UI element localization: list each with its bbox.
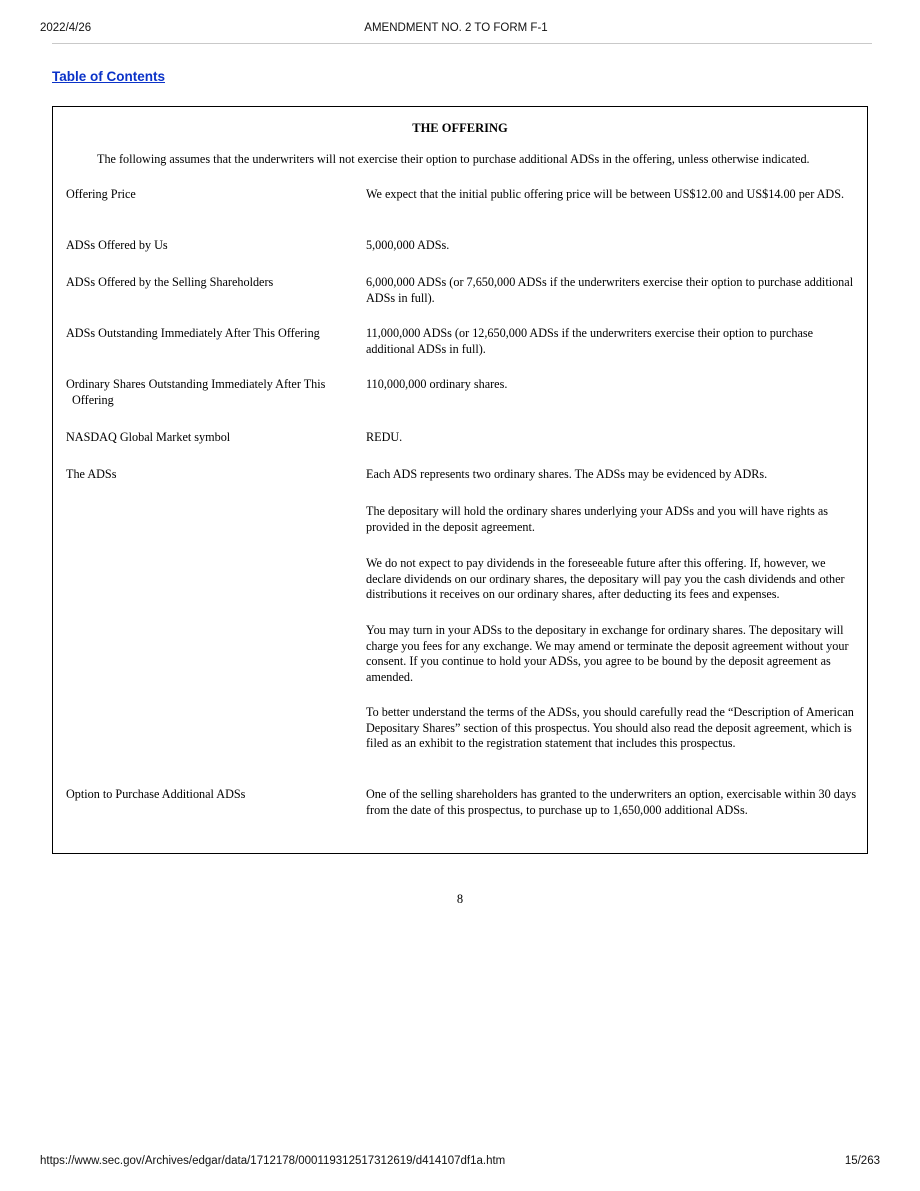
row-label: Ordinary Shares Outstanding Immediately After This Offering: [66, 377, 326, 407]
adss-paragraph: You may turn in your ADSs to the depositary in exchange for ordinary shares. The depositary will charge you fees for any exchange. We may amend or terminate the deposit agreement without your consent. If you continue to hold your ADSs, you agree to be bound by the deposit agreement as amended.: [366, 623, 849, 684]
offering-summary-box: [52, 106, 868, 854]
row-label: Option to Purchase Additional ADSs: [66, 787, 246, 801]
adss-paragraph: To better understand the terms of the ADSs, you should carefully read the “Description of American Depositary Shares” section of this prospectus. You should also read the deposit agreement, which is filed as an exhibit to the registration statement that includes this prospectus.: [366, 705, 854, 750]
row-label: ADSs Offered by the Selling Shareholders: [66, 275, 274, 289]
row-label: The ADSs: [66, 467, 117, 481]
page-number: 8: [456, 892, 464, 906]
row-label: Offering Price: [66, 187, 136, 201]
row-label: ADSs Outstanding Immediately After This Offering: [66, 326, 320, 340]
offering-title: THE OFFERING: [412, 121, 508, 135]
row-value: 110,000,000 ordinary shares.: [366, 377, 508, 391]
table-of-contents-link[interactable]: Table of Contents: [52, 69, 165, 84]
row-value: 6,000,000 ADSs (or 7,650,000 ADSs if the underwriters exercise their option to purchase additional ADSs in full).: [366, 275, 854, 305]
row-value: We expect that the initial public offering price will be between US$12.00 and US$14.00 per ADS.: [366, 187, 845, 201]
print-source-url: https://www.sec.gov/Archives/edgar/data/1712178/000119312517312619/d414107df1a.htm: [40, 1155, 506, 1167]
row-label: NASDAQ Global Market symbol: [66, 430, 231, 444]
print-document-title: AMENDMENT NO. 2 TO FORM F-1: [364, 22, 548, 34]
adss-paragraph: Each ADS represents two ordinary shares. The ADSs may be evidenced by ADRs.: [366, 467, 768, 481]
row-label: ADSs Offered by Us: [66, 238, 168, 252]
print-page-counter: 15/263: [844, 1155, 880, 1167]
row-value: 5,000,000 ADSs.: [366, 238, 450, 252]
adss-paragraph: We do not expect to pay dividends in the foreseeable future after this offering. If, however, we declare dividends on our ordinary shares, the depositary will pay you the cash dividends and other distributions it receives on our ordinary shares, after deducting its fees and expenses.: [366, 556, 845, 601]
row-value: 11,000,000 ADSs (or 12,650,000 ADSs if the underwriters exercise their option to purchase additional ADSs in full).: [366, 326, 814, 356]
print-date: 2022/4/26: [40, 22, 92, 34]
row-value: REDU.: [366, 430, 403, 444]
header-divider: [52, 43, 872, 44]
print-footer: [40, 1155, 880, 1171]
offering-intro: The following assumes that the underwriters will not exercise their option to purchase additional ADSs in the offering, unless otherwise indicated.: [97, 152, 810, 166]
print-header: [40, 22, 872, 38]
adss-paragraph: The depositary will hold the ordinary shares underlying your ADSs and you will have rights as provided in the deposit agreement.: [366, 504, 829, 534]
row-value: One of the selling shareholders has granted to the underwriters an option, exercisable within 30 days from the date of this prospectus, to purchase up to 1,650,000 additional ADSs.: [366, 787, 857, 817]
